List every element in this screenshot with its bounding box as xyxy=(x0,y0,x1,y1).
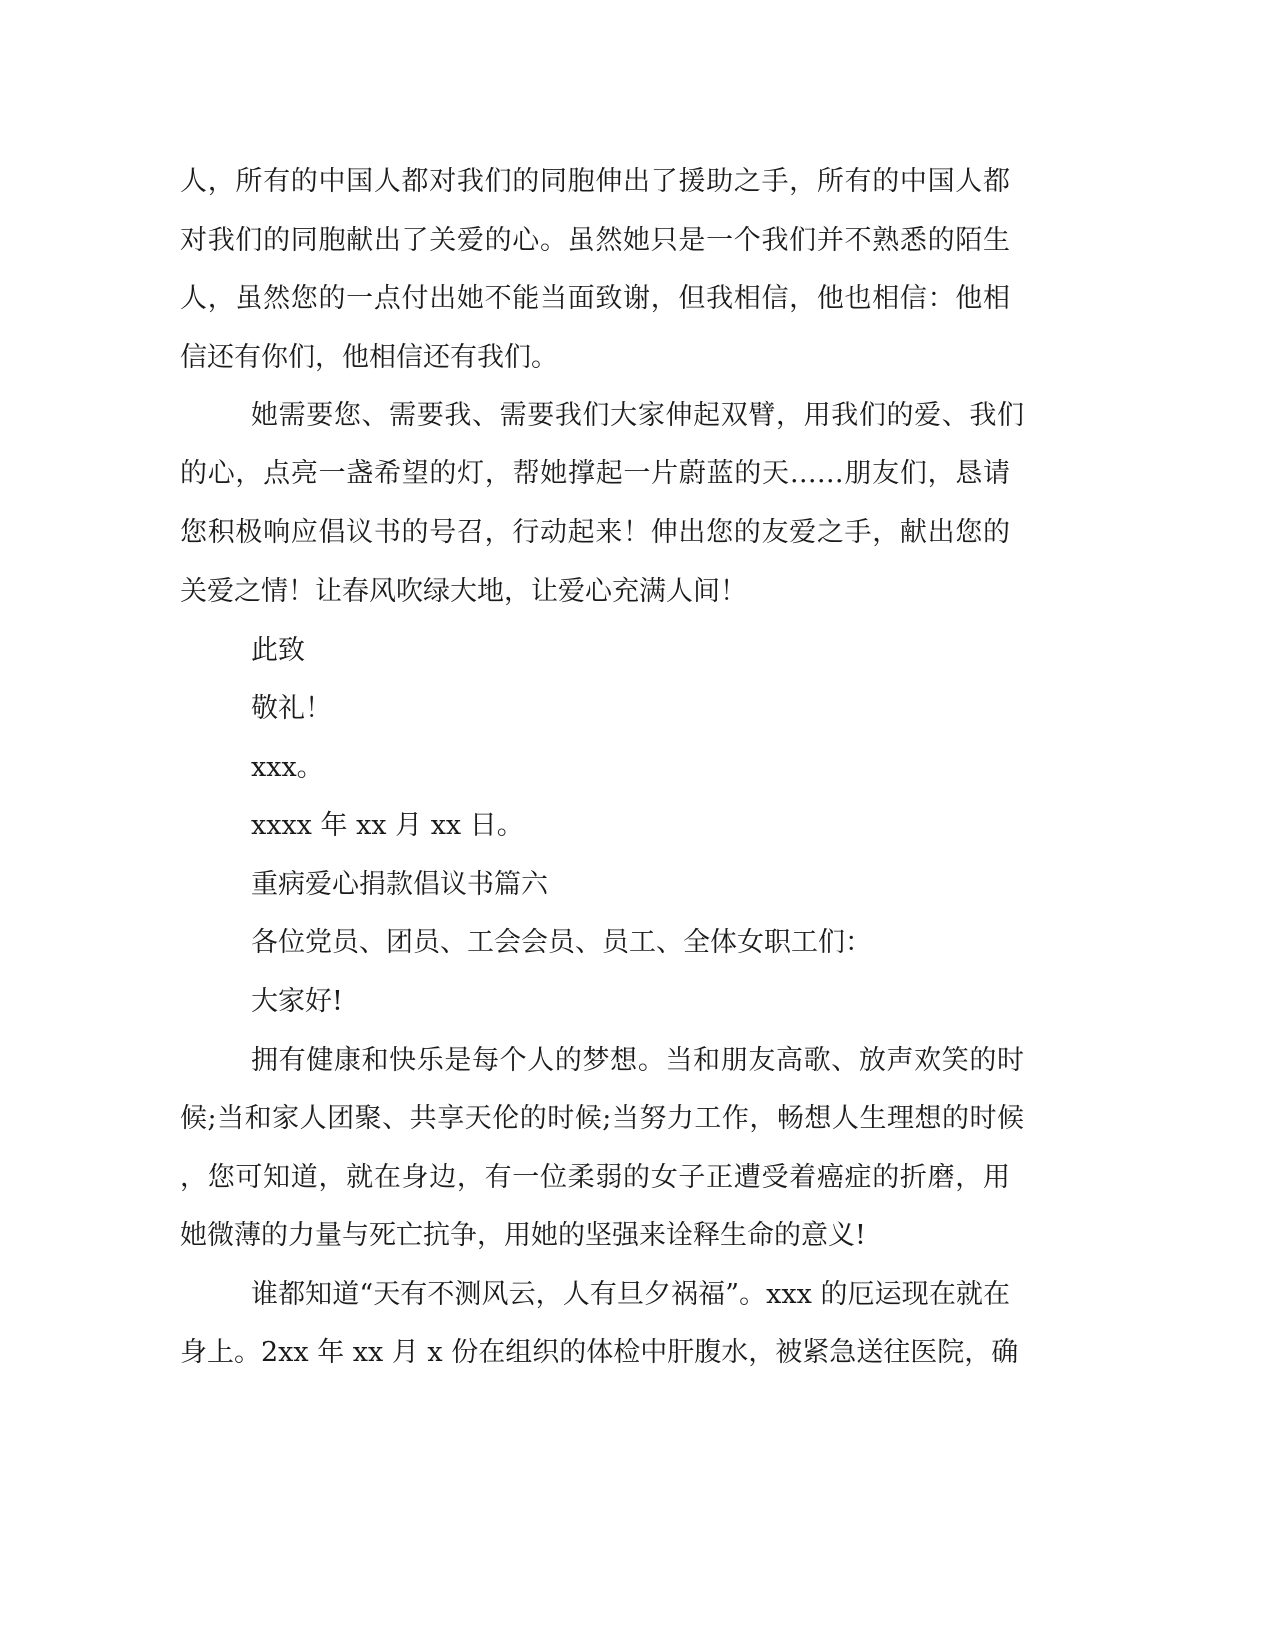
text-line: 人，所有的中国人都对我们的同胞伸出了援助之手，所有的中国人都 xyxy=(180,166,1010,197)
text-line: 身上。2xx 年 xx 月 x 份在组织的体检中肝腹水，被紧急送往医院，确 xyxy=(180,1337,1019,1368)
signature: xxx。 xyxy=(251,752,324,783)
text-line: 她微薄的力量与死亡抗争，用她的坚强来诠释生命的意义! xyxy=(180,1220,866,1251)
text-line: 候;当和家人团聚、共享天伦的时候;当努力工作，畅想人生理想的时候 xyxy=(180,1103,1024,1134)
text-line: 信还有你们，他相信还有我们。 xyxy=(180,342,558,373)
date-line: xxxx 年 xx 月 xx 日。 xyxy=(251,810,524,841)
text-line: 谁都知道“天有不测风云，人有旦夕祸福”。xxx 的厄运现在就在 xyxy=(251,1279,1010,1310)
text-line: 人，虽然您的一点付出她不能当面致谢，但我相信，他也相信：他相 xyxy=(180,283,1010,314)
section-title: 重病爱心捐款倡议书篇六 xyxy=(251,869,548,900)
text-line: 她需要您、需要我、需要我们大家伸起双臂，用我们的爱、我们 xyxy=(251,400,1024,431)
text-line: 对我们的同胞献出了关爱的心。虽然她只是一个我们并不熟悉的陌生 xyxy=(180,225,1010,256)
greeting-addressees: 各位党员、团员、工会会员、员工、全体女职工们： xyxy=(251,927,872,958)
closing-salutation: 此致 xyxy=(251,635,305,666)
text-line: 拥有健康和快乐是每个人的梦想。当和朋友高歌、放声欢笑的时 xyxy=(251,1045,1024,1076)
closing-regards: 敬礼！ xyxy=(251,693,332,724)
greeting: 大家好! xyxy=(251,986,343,1017)
text-line: 的心，点亮一盏希望的灯，帮她撑起一片蔚蓝的天……朋友们，恳请 xyxy=(180,458,1010,489)
text-line: ，您可知道，就在身边，有一位柔弱的女子正遭受着癌症的折磨，用 xyxy=(180,1162,1010,1193)
text-line: 您积极响应倡议书的号召，行动起来！伸出您的友爱之手，献出您的 xyxy=(180,517,1010,548)
text-line: 关爱之情！让春风吹绿大地，让爱心充满人间！ xyxy=(180,576,747,607)
